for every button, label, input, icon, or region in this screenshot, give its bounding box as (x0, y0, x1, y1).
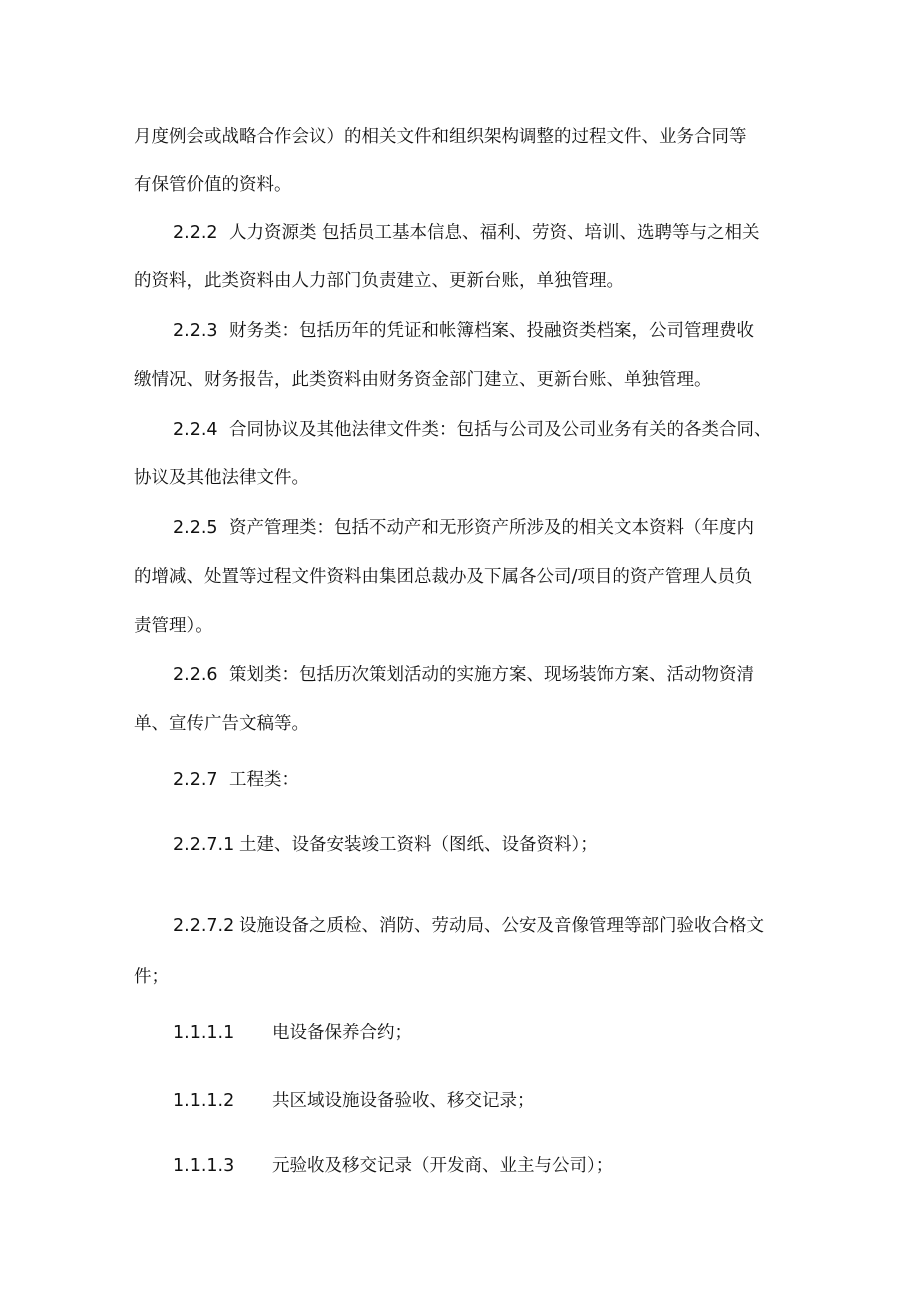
section-2-2-3-line-2: 缴情况、财务报告，此类资料由财务资金部门建立、更新台账、单独管理。 (134, 370, 712, 390)
section-2-2-4-line-2: 协议及其他法律文件。 (134, 468, 309, 488)
section-2-2-7-heading-line (173, 768, 299, 792)
item-number: 1.1.1.3 (173, 1156, 235, 1176)
section-text: 设施设备之质检、消防、劳动局、公安及音像管理等部门验收合格文 (239, 916, 764, 936)
item-text: 电设备保养合约； (272, 1023, 412, 1043)
item-text: 元验收及移交记录（开发商、业主与公司）； (272, 1156, 614, 1176)
item-1-1-1-2-line (173, 1089, 535, 1113)
section-number: 2.2.6 (173, 665, 218, 685)
section-2-2-7-1-line (173, 833, 598, 857)
section-2-2-2-heading-line (173, 221, 760, 245)
section-text: 土建、设备安装竣工资料（图纸、设备资料）； (239, 835, 598, 855)
section-number: 2.2.2 (173, 223, 218, 243)
section-text: 工程类： (229, 770, 299, 790)
section-text: 策划类：包括历次策划活动的实施方案、现场装饰方案、活动物资清 (229, 665, 754, 685)
section-text: 人力资源类 包括员工基本信息、福利、劳资、培训、选聘等与之相关 (229, 223, 760, 243)
item-number: 1.1.1.2 (173, 1091, 235, 1111)
item-text: 共区域设施设备验收、移交记录； (272, 1091, 535, 1111)
section-text: 财务类：包括历年的凭证和帐簿档案、投融资类档案，公司管理费收 (229, 321, 754, 341)
section-text: 合同协议及其他法律文件类：包括与公司及公司业务有关的各类合同、 (229, 420, 772, 440)
section-2-2-7-2-heading-line (173, 914, 764, 938)
section-text: 资产管理类：包括不动产和无形资产所涉及的相关文本资料（年度内 (229, 518, 754, 538)
item-1-1-1-1-line (173, 1021, 412, 1045)
section-number: 2.2.7.1 (173, 835, 235, 855)
section-number: 2.2.5 (173, 518, 218, 538)
section-number: 2.2.4 (173, 420, 218, 440)
intro-line-1: 月度例会或战略合作会议）的相关文件和组织架构调整的过程文件、业务合同等 (134, 127, 747, 147)
section-2-2-6-heading-line (173, 663, 754, 687)
section-number: 2.2.3 (173, 321, 218, 341)
section-2-2-4-heading-line (173, 418, 772, 442)
section-2-2-5-line-3: 责管理）。 (134, 616, 213, 636)
section-2-2-6-line-2: 单、宣传广告文稿等。 (134, 714, 309, 734)
section-2-2-3-heading-line (173, 319, 754, 343)
section-number: 2.2.7 (173, 770, 218, 790)
section-2-2-5-heading-line (173, 516, 754, 540)
intro-line-2: 有保管价值的资料。 (134, 175, 292, 195)
item-1-1-1-3-line (173, 1154, 613, 1178)
item-number: 1.1.1.1 (173, 1023, 235, 1043)
section-2-2-5-line-2: 的增减、处置等过程文件资料由集团总裁办及下属各公司/项目的资产管理人员负 (134, 567, 753, 587)
section-2-2-2-line-2: 的资料，此类资料由人力部门负责建立、更新台账，单独管理。 (134, 271, 624, 291)
section-2-2-7-2-line-2: 件； (134, 967, 169, 987)
section-number: 2.2.7.2 (173, 916, 235, 936)
